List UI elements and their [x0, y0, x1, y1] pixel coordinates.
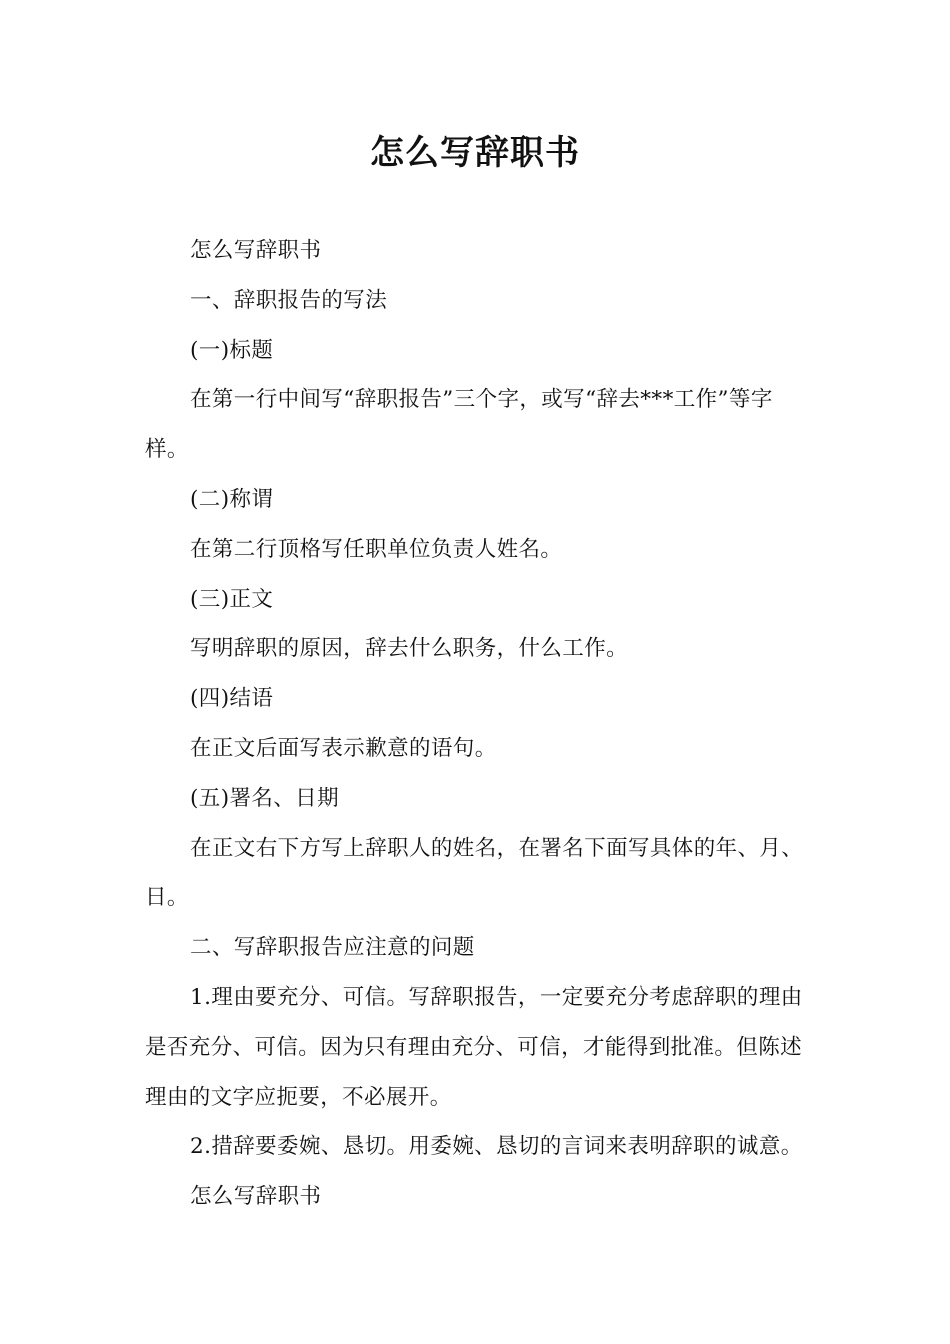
- document-title: 怎么写辞职书: [370, 133, 580, 173]
- paragraph-note-1: 1.理由要充分、可信。写辞职报告，一定要充分考虑辞职的理由是否充分、可信。因为只有理由充分、可信，才能得到批准。但陈述理由的文字应扼要，不必展开。: [145, 984, 803, 1110]
- subheading-salutation: (二)称谓: [190, 486, 274, 512]
- paragraph-signature-description: 在正文右下方写上辞职人的姓名，在署名下面写具体的年、月、日。: [145, 835, 804, 911]
- subheading-closing: (四)结语: [190, 686, 274, 712]
- subheading-signature-date: (五)署名、日期: [190, 785, 339, 811]
- paragraph-note-2: 2.措辞要委婉、恳切。用委婉、恳切的言词来表明辞职的诚意。: [190, 1134, 803, 1160]
- paragraph-footer-title: 怎么写辞职书: [190, 1184, 322, 1210]
- document-body: [145, 226, 810, 1222]
- paragraph-closing-description: 在正文后面写表示歉意的语句。: [190, 735, 497, 761]
- paragraph-subtitle: 怎么写辞职书: [190, 238, 322, 263]
- subheading-title: (一)标题: [190, 337, 274, 363]
- paragraph-title-description: 在第一行中间写“辞职报告”三个字，或写“辞去***工作”等字样。: [145, 387, 773, 463]
- subheading-body: (三)正文: [190, 586, 274, 612]
- paragraph-salutation-description: 在第二行顶格写任职单位负责人姓名。: [190, 536, 563, 562]
- section-heading-notes: 二、写辞职报告应注意的问题: [190, 935, 475, 961]
- section-heading-writing-method: 一、辞职报告的写法: [190, 287, 388, 313]
- paragraph-body-description: 写明辞职的原因，辞去什么职务，什么工作。: [190, 636, 629, 662]
